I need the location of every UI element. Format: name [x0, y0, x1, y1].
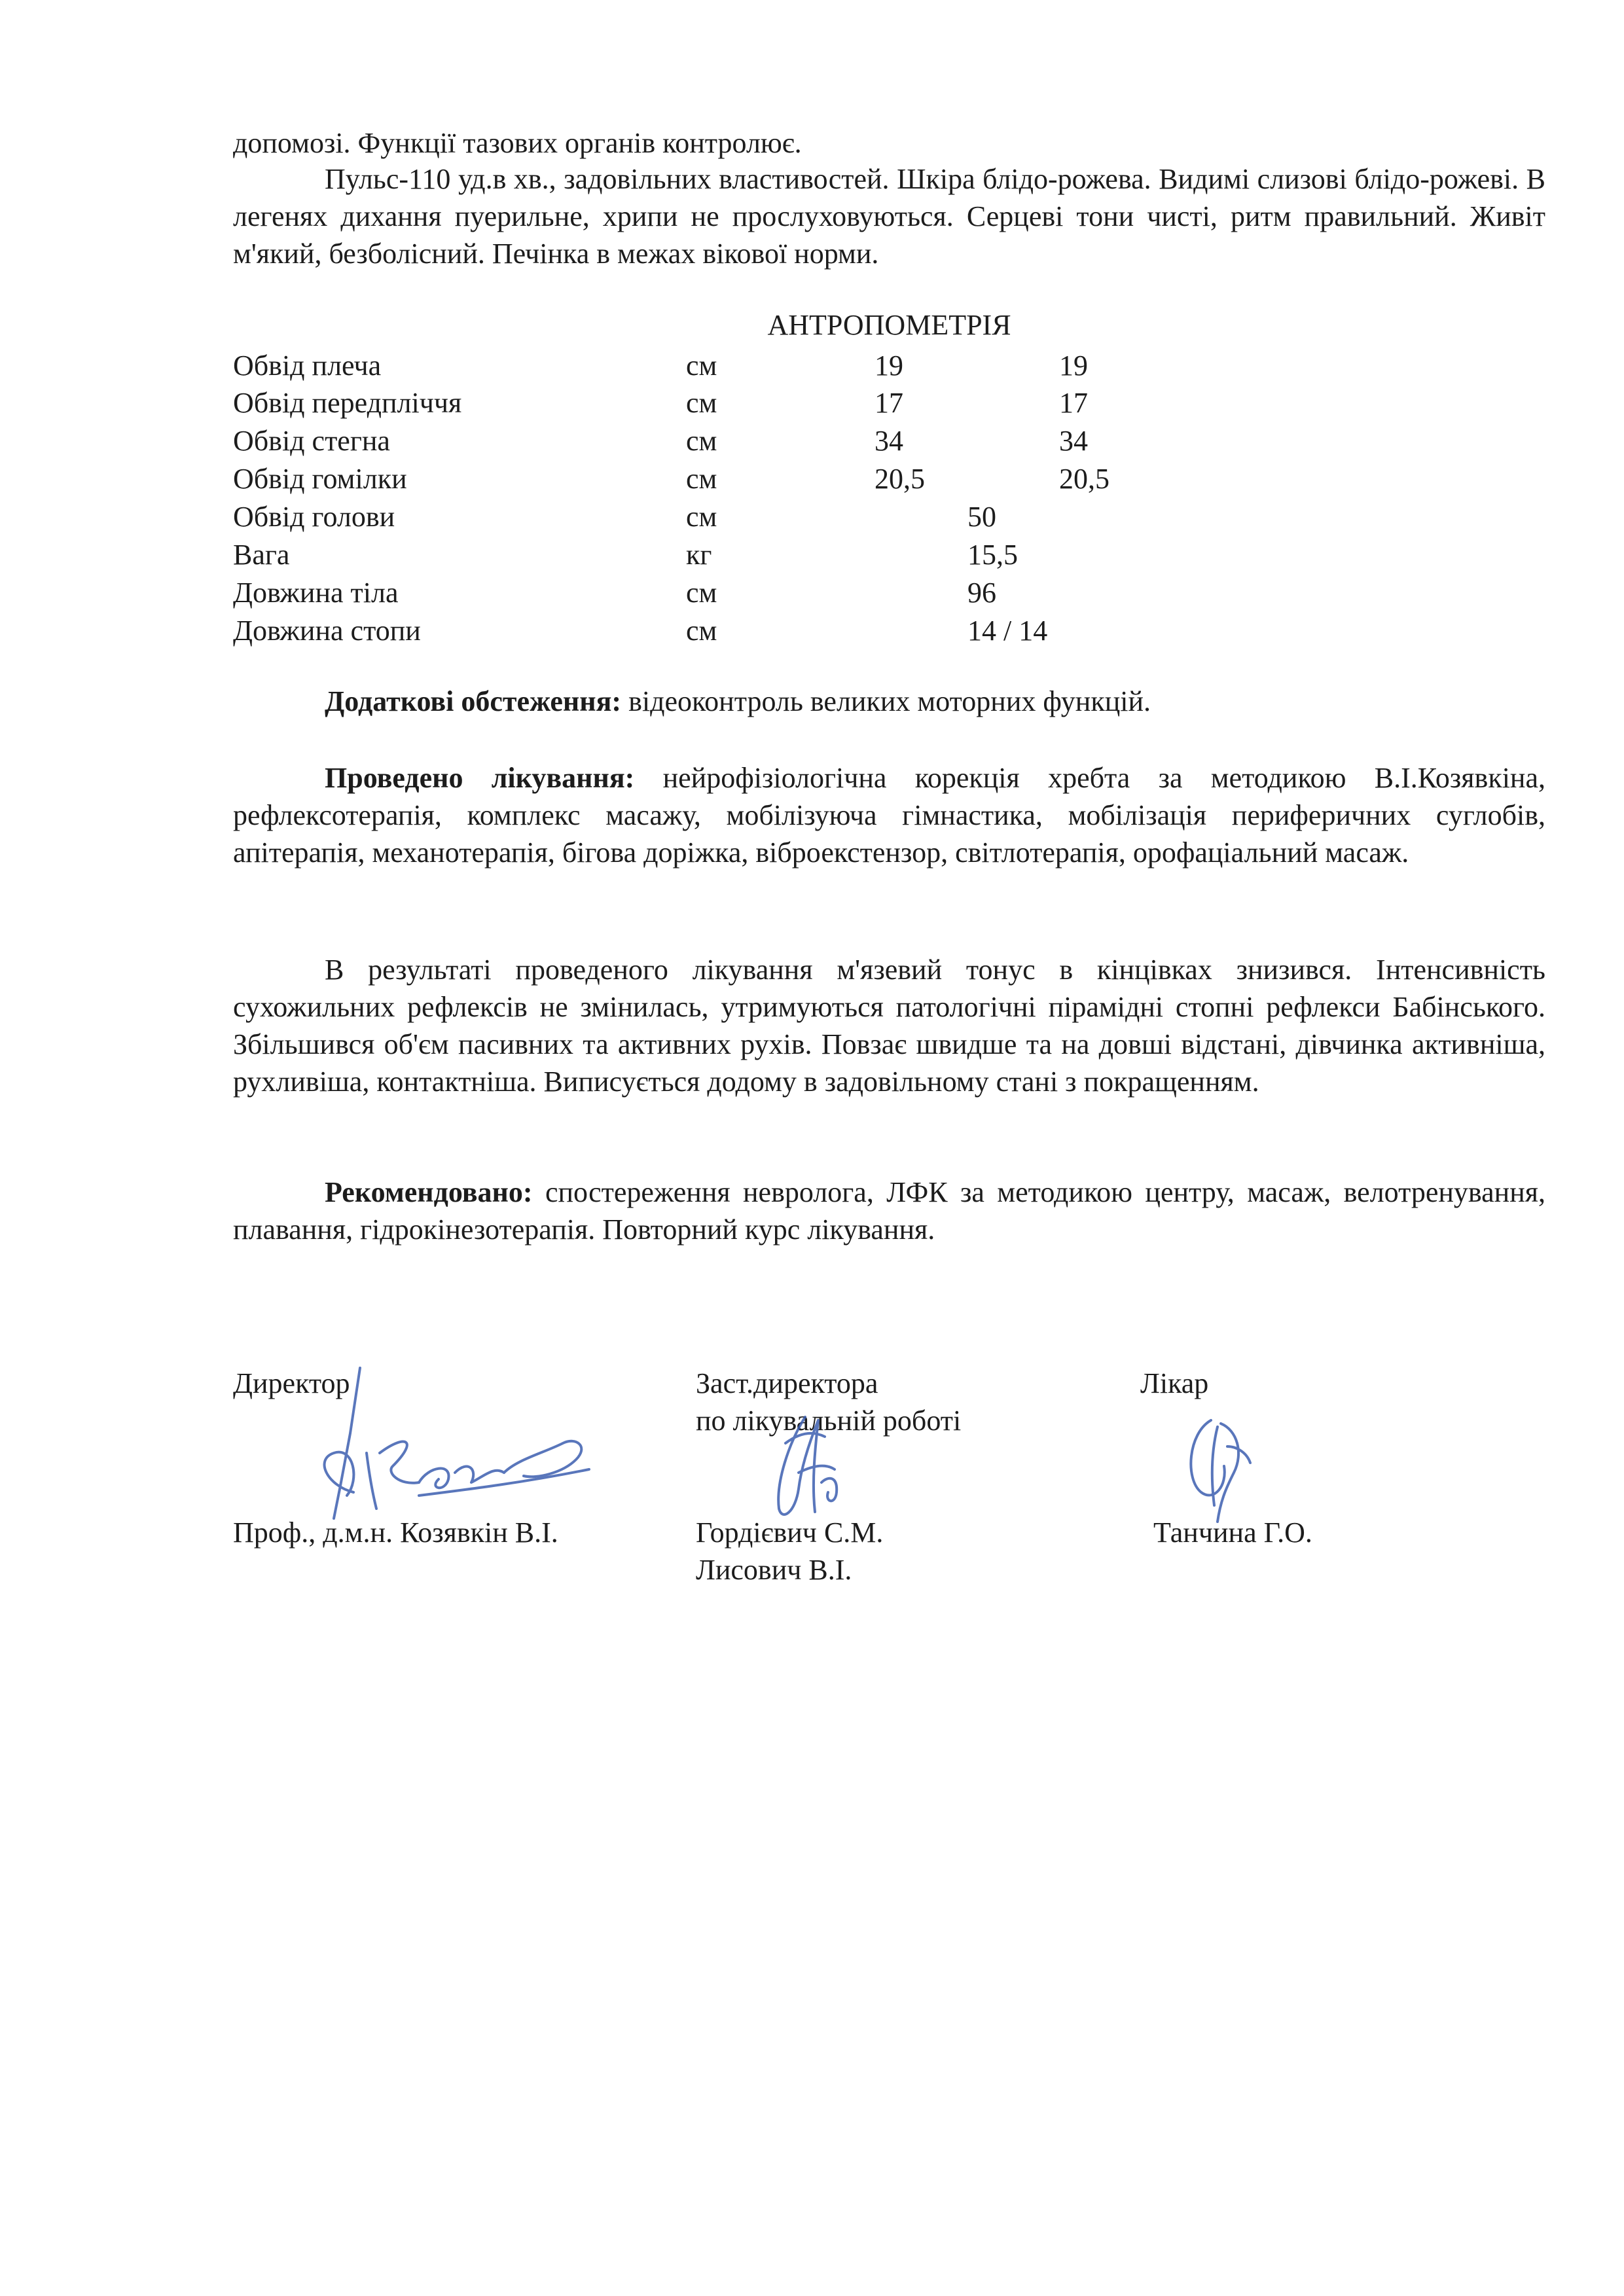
paragraph-continuation	[233, 124, 1545, 162]
anthropometry-title: АНТРОПОМЕТРІЯ	[767, 309, 1011, 341]
section-text: нейрофізіологічна корекція хребта за методикою В.І.Козявкіна, рефлексотерапія, комплекс масажу, мобілізуюча гімнастика, мобілізація периферичних суглобів, апітерапія, механотерапія, бігова доріжка, віброекстензор, світлотерапія, орофаціальний масаж.	[233, 762, 1545, 869]
anthropometry-row	[233, 536, 1545, 573]
deputy-title-line2: по лікувальній роботі	[696, 1405, 962, 1437]
director-title: Директор	[233, 1367, 350, 1399]
section-label: Проведено лікування:	[325, 762, 635, 794]
section-text: спостереження невролога, ЛФК за методикою центру, масаж, велотренування, плавання, гідрокінезотерапія. Повторний курс лікування.	[233, 1176, 1545, 1246]
paragraph-treatment	[233, 759, 1545, 871]
anthropometry-row	[233, 460, 1545, 497]
measurement-value: 15,5	[967, 539, 1018, 571]
section-text: В результаті проведеного лікування м'язевий тонус в кінцівках знизився. Інтенсивність сухожильних рефлексів не змінилась, утримуються патологічні пірамідні стопні рефлекси Бабінського. Збільшився об'єм пасивних та активних рухів. Повзає швидше та на довші відстані, дівчинка активніша, рухливіша, контактніша. Виписується додому в задовільному стані з покращенням.	[233, 954, 1545, 1098]
measurement-name: Обвід стегна	[233, 425, 390, 457]
measurement-unit: см	[686, 425, 717, 457]
section-label: Рекомендовано:	[325, 1176, 533, 1208]
measurement-unit: см	[686, 577, 717, 609]
paragraph-result	[233, 951, 1545, 1100]
deputy-name-line2: Лисович В.І.	[696, 1554, 852, 1586]
paragraph-additional-exams	[233, 683, 1545, 720]
measurement-unit: кг	[686, 539, 712, 571]
anthropometry-row	[233, 498, 1545, 535]
measurement-name: Вага	[233, 539, 290, 571]
measurement-value-left: 17	[875, 387, 903, 419]
anthropometry-row	[233, 384, 1545, 422]
measurement-unit: см	[686, 615, 717, 647]
paragraph-text: Пульс-110 уд.в хв., задовільних властивостей. Шкіра блідо-рожева. Видимі слизові блідо-рожеві. В легенях дихання пуерильне, хрипи не прослуховуються. Серцеві тони чисті, ритм правильний. Живіт м'який, безболісний. Печінка в межах вікової норми.	[233, 163, 1545, 270]
measurement-unit: см	[686, 463, 717, 495]
director-name: Проф., д.м.н. Козявкін В.І.	[233, 1516, 558, 1549]
paragraph-examination	[233, 160, 1545, 272]
deputy-title: Заст.директора	[696, 1367, 878, 1399]
anthropometry-row	[233, 612, 1545, 649]
measurement-name: Обвід голови	[233, 501, 395, 533]
doctor-name: Танчина Г.О.	[1153, 1516, 1312, 1549]
deputy-signature	[759, 1404, 857, 1525]
measurement-value-left: 19	[875, 350, 903, 382]
section-text: відеоконтроль великих моторних функцій.	[621, 685, 1151, 717]
measurement-name: Обвід передпліччя	[233, 387, 462, 419]
measurement-value: 14 / 14	[967, 615, 1048, 647]
deputy-name: Гордієвич С.М.	[696, 1516, 884, 1549]
measurement-unit: см	[686, 501, 717, 533]
measurement-unit: см	[686, 387, 717, 419]
anthropometry-row	[233, 347, 1545, 384]
measurement-value-left: 20,5	[875, 463, 925, 495]
section-label: Додаткові обстеження:	[325, 685, 622, 717]
measurement-value-right: 20,5	[1059, 463, 1110, 495]
paragraph-text: допомозі. Функції тазових органів контролює.	[233, 127, 802, 159]
measurement-value: 50	[967, 501, 996, 533]
measurement-name: Довжина тіла	[233, 577, 399, 609]
doctor-signature	[1172, 1407, 1263, 1528]
measurement-unit: см	[686, 350, 717, 382]
measurement-name: Обвід гомілки	[233, 463, 407, 495]
anthropometry-row	[233, 574, 1545, 611]
director-signature	[288, 1355, 615, 1532]
doctor-title: Лікар	[1140, 1367, 1209, 1399]
measurement-value: 96	[967, 577, 996, 609]
measurement-name: Довжина стопи	[233, 615, 421, 647]
measurement-value-right: 34	[1059, 425, 1088, 457]
measurement-value-left: 34	[875, 425, 903, 457]
measurement-value-right: 19	[1059, 350, 1088, 382]
measurement-name: Обвід плеча	[233, 350, 382, 382]
measurement-value-right: 17	[1059, 387, 1088, 419]
paragraph-recommended	[233, 1174, 1545, 1248]
anthropometry-row	[233, 422, 1545, 459]
